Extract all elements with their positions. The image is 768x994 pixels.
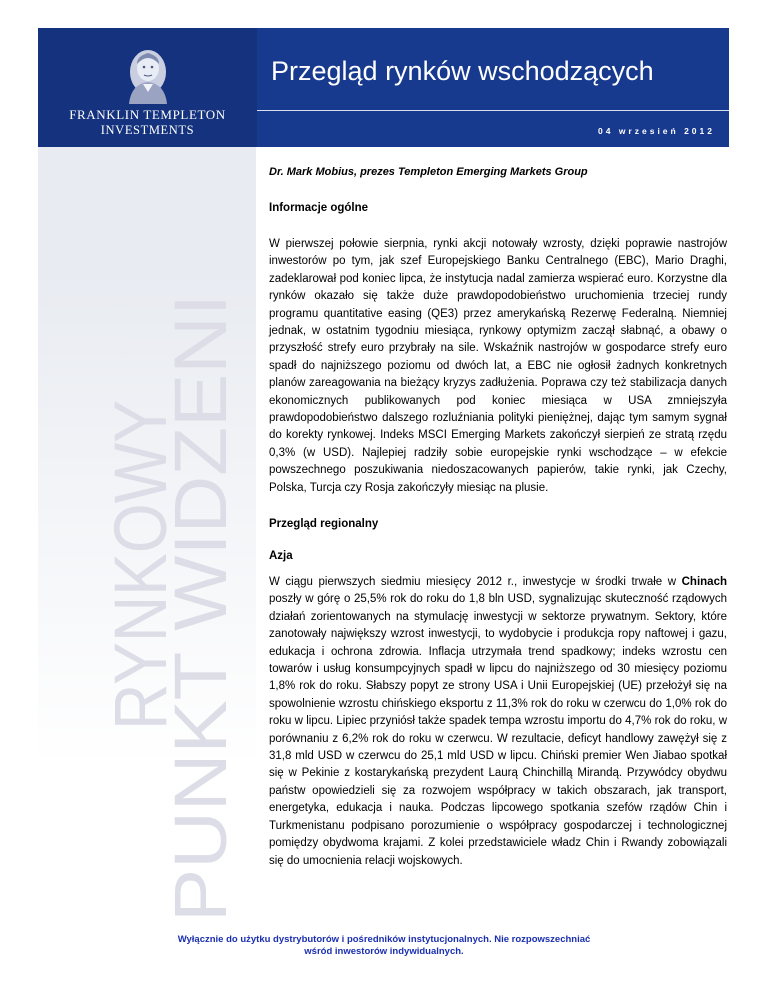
brand-subtitle: INVESTMENTS <box>100 123 195 137</box>
country-name: Chinach <box>681 576 727 588</box>
brand-name: FRANKLIN TEMPLETON <box>69 107 226 122</box>
report-date: 04 wrzesień 2012 <box>598 126 715 136</box>
watermark-line1: RYNKOWY <box>99 348 182 730</box>
franklin-portrait-logo <box>115 44 181 104</box>
overview-paragraph: W pierwszej połowie sierpnia, rynki akcji notowały wzrosty, dzięki poprawie nastrojów inwestorów po tym, jak szef Europejskiego Banku Centralnego (EBC), Mario Draghi, zadeklarował pod koniec lipca, że instytucja nadal zamierza wspierać euro. Korzystne dla rynków okazało się także duże prawdopodobieństwo uruchomienia trzeciej rundy programu quantitative easing (QE3) przez amerykańską Rezerwę Federalną. Niemniej jednak, w ostatnim tygodniu miesiąca, rynkowy optymizm zaczął słabnąć, a obawy o przyszłość strefy euro przybrały na sile. Wskaźnik nastrojów w gospodarce strefy euro spadł do najniższego poziomu od dwóch lat, a EBC nie ogłosił żadnych konkretnych planów zareagowania na bieżący kryzys zadłużenia. Poprawa czy też stabilizacja danych ekonomicznych publikowanych pod koniec miesiąca w USA zmniejszyła prawdopodobieństwo dalszego rozluźniania polityki pieniężnej, dając tym samym sygnał do korekty rynkowej. Indeks MSCI Emerging Markets zakończył sierpień ze stratą rzędu 0,3% (w USD). Najlepiej radziły sobie europejskie rynki wschodzące – w efekcie powszechnego poszukiwania niedoszacowanych papierów, takie rynki, jak Czechy, Polska, Turcja czy Rosja zakończyły miesiąc na plusie. <box>269 238 727 494</box>
title-divider <box>257 110 729 111</box>
sidebar-panel <box>38 147 256 267</box>
watermark-line2: PUNKT WIDZENI <box>159 339 242 922</box>
section-heading-regional: Przegląd regionalny <box>269 518 379 530</box>
brand-block <box>38 28 257 147</box>
footer-line2: wśród inwestorów indywidualnych. <box>304 946 464 957</box>
subsection-heading-asia: Azja <box>269 550 293 562</box>
header-banner <box>38 28 729 147</box>
asia-body: poszły w górę o 25,5% rok do roku do 1,8 bln USD, sygnalizując skuteczność rządowych działań zorientowanych na stymulację inwestycji w sektorze prywatnym. Sektory, które zanotowały największy wzrost inwestycji, to wydobycie i produkcja ropy naftowej i gazu, edukacja i ochrona zdrowia. Inflacja utrzymała trend spadkowy; indeks wzrostu cen towarów i usług konsumpcyjnych spadł w lipcu do najniższego od 30 miesięcy poziomu 1,8% rok do roku. Słabszy popyt ze strony USA i Unii Europejskiej (UE) przełożył się na spowolnienie wzrostu chińskiego eksportu z 11,3% rok do roku w czerwcu do 1,0% rok do roku w lipcu. Lipiec przyniósł także spadek tempa wzrostu importu do 4,7% rok do roku, w porównaniu z 6,2% rok do roku w czerwcu. W rezultacie, deficyt handlowy zawężył się z 31,8 mld USD w czerwcu do 25,1 mld USD w lipcu. Chiński premier Wen Jiabao spotkał się w Pekinie z kostarykańską prezydent Laurą Chinchillą Mirandą. Przywódcy obydwu państw opowiedzieli się za rozwojem współpracy w takich obszarach, jak transport, energetyka, edukacja i nauka. Podczas lipcowego spotkania szefów rządów Chin i Turkmenistanu podpisano porozumienie o współpracy gospodarczej i technologicznej pomiędzy obydwoma krajami. Z kolei przedstawiciele władz Chin i Rwandy zobowiązali się do umocnienia relacji wojskowych. <box>269 593 727 867</box>
asia-paragraph <box>269 574 727 870</box>
section-heading-overview: Informacje ogólne <box>269 202 369 214</box>
footer-line1: Wyłącznie do użytku dystrybutorów i pośredników instytucjonalnych. Nie rozpowszechniać <box>177 934 591 945</box>
footer-disclaimer <box>0 934 768 958</box>
asia-intro: W ciągu pierwszych siedmiu miesięcy 2012 r., inwestycje w środki trwałe w <box>269 576 682 588</box>
sidebar-watermark <box>38 270 256 930</box>
author-line: Dr. Mark Mobius, prezes Templeton Emerging Markets Group <box>269 166 588 178</box>
report-title: Przegląd rynków wschodzących <box>271 56 654 86</box>
